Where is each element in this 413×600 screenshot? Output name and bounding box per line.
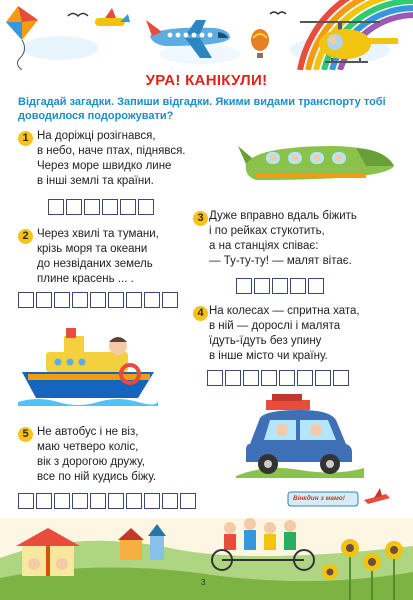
answer-letter-box[interactable] xyxy=(108,292,124,308)
riddle-1 xyxy=(37,129,186,189)
answer-letter-box[interactable] xyxy=(272,278,288,294)
riddle-number-3: 3 xyxy=(193,211,208,226)
answer-letter-box[interactable] xyxy=(254,278,270,294)
riddle-line: Через хвилі та тумани, xyxy=(37,228,159,240)
sign-text: Вінкдин з мамо! xyxy=(293,495,345,502)
answer-letter-box[interactable] xyxy=(308,278,324,294)
riddle-4 xyxy=(209,304,360,364)
answer-boxes-3 xyxy=(236,278,324,294)
riddle-line: плине красень ... . xyxy=(37,273,134,285)
riddle-5 xyxy=(37,425,156,485)
answer-boxes-2 xyxy=(18,292,178,308)
answer-letter-box[interactable] xyxy=(279,370,295,386)
riddle-line: маю четверо коліс, xyxy=(37,441,139,453)
answer-letter-box[interactable] xyxy=(261,370,277,386)
hot-air-balloon-icon xyxy=(251,29,269,58)
answer-letter-box[interactable] xyxy=(333,370,349,386)
answer-letter-box[interactable] xyxy=(144,292,160,308)
ship-icon xyxy=(18,322,158,406)
small-airplane-icon xyxy=(95,8,130,26)
answer-letter-box[interactable] xyxy=(90,292,106,308)
riddle-line: вік з дорогою дружу, xyxy=(37,456,145,468)
answer-letter-box[interactable] xyxy=(243,370,259,386)
riddle-3 xyxy=(209,209,357,269)
header-illustration xyxy=(0,0,413,70)
riddle-line: Не автобус і не віз, xyxy=(37,426,139,438)
answer-letter-box[interactable] xyxy=(315,370,331,386)
riddle-number-5: 5 xyxy=(18,427,33,442)
page-number: 3 xyxy=(201,578,206,587)
riddle-line: і по рейках стукотить, xyxy=(209,225,325,237)
riddle-line: На колесах — спритна хата, xyxy=(209,305,360,317)
answer-letter-box[interactable] xyxy=(18,292,34,308)
riddle-line: все по ній кудись біжу. xyxy=(37,471,157,483)
answer-letter-box[interactable] xyxy=(225,370,241,386)
riddle-2 xyxy=(37,227,159,287)
answer-letter-box[interactable] xyxy=(297,370,313,386)
riddle-line: в інше місто чи країну. xyxy=(209,350,328,362)
answer-letter-box[interactable] xyxy=(162,292,178,308)
riddle-line: крізь моря та океани xyxy=(37,243,148,255)
riddle-line: На доріжці розігнався, xyxy=(37,130,156,142)
riddle-line: Дуже вправно вдаль біжить xyxy=(209,210,357,222)
answer-letter-box[interactable] xyxy=(66,199,82,215)
riddle-number-1: 1 xyxy=(18,131,33,146)
bottom-landscape xyxy=(0,488,413,600)
answer-boxes-4 xyxy=(207,370,349,386)
answer-letter-box[interactable] xyxy=(207,370,223,386)
page-title: УРА! КАНІКУЛИ! xyxy=(145,72,268,89)
answer-letter-box[interactable] xyxy=(36,292,52,308)
car-icon xyxy=(236,392,364,478)
riddle-line: а на станціях співає: xyxy=(209,240,319,252)
riddle-line: в ній — дорослі і малята xyxy=(209,320,341,332)
answer-letter-box[interactable] xyxy=(48,199,64,215)
riddle-number-4: 4 xyxy=(193,306,208,321)
riddle-line: Через море швидко лине xyxy=(37,160,172,172)
kite-icon xyxy=(6,6,38,70)
riddle-line: в небо, наче птах, піднявся. xyxy=(37,145,186,157)
answer-letter-box[interactable] xyxy=(84,199,100,215)
answer-letter-box[interactable] xyxy=(120,199,136,215)
riddle-line: їдуть-їдуть без упину xyxy=(209,335,322,347)
answer-letter-box[interactable] xyxy=(72,292,88,308)
instructions: Відгадай загадки. Запиши відгадки. Якими видами транспорту тобі доводилося подорожувати? xyxy=(18,96,386,122)
bird-icon xyxy=(68,14,88,17)
answer-letter-box[interactable] xyxy=(54,292,70,308)
riddle-line: до незвіданих земель xyxy=(37,258,153,270)
answer-letter-box[interactable] xyxy=(138,199,154,215)
answer-letter-box[interactable] xyxy=(236,278,252,294)
answer-letter-box[interactable] xyxy=(290,278,306,294)
riddle-number-2: 2 xyxy=(18,229,33,244)
answer-boxes-1 xyxy=(48,199,154,215)
answer-letter-box[interactable] xyxy=(126,292,142,308)
riddle-line: в інші землі та країни. xyxy=(37,175,154,187)
answer-letter-box[interactable] xyxy=(102,199,118,215)
riddle-line: — Ту-ту-ту! — малят вітає. xyxy=(209,255,352,267)
train-illustration xyxy=(236,134,398,194)
